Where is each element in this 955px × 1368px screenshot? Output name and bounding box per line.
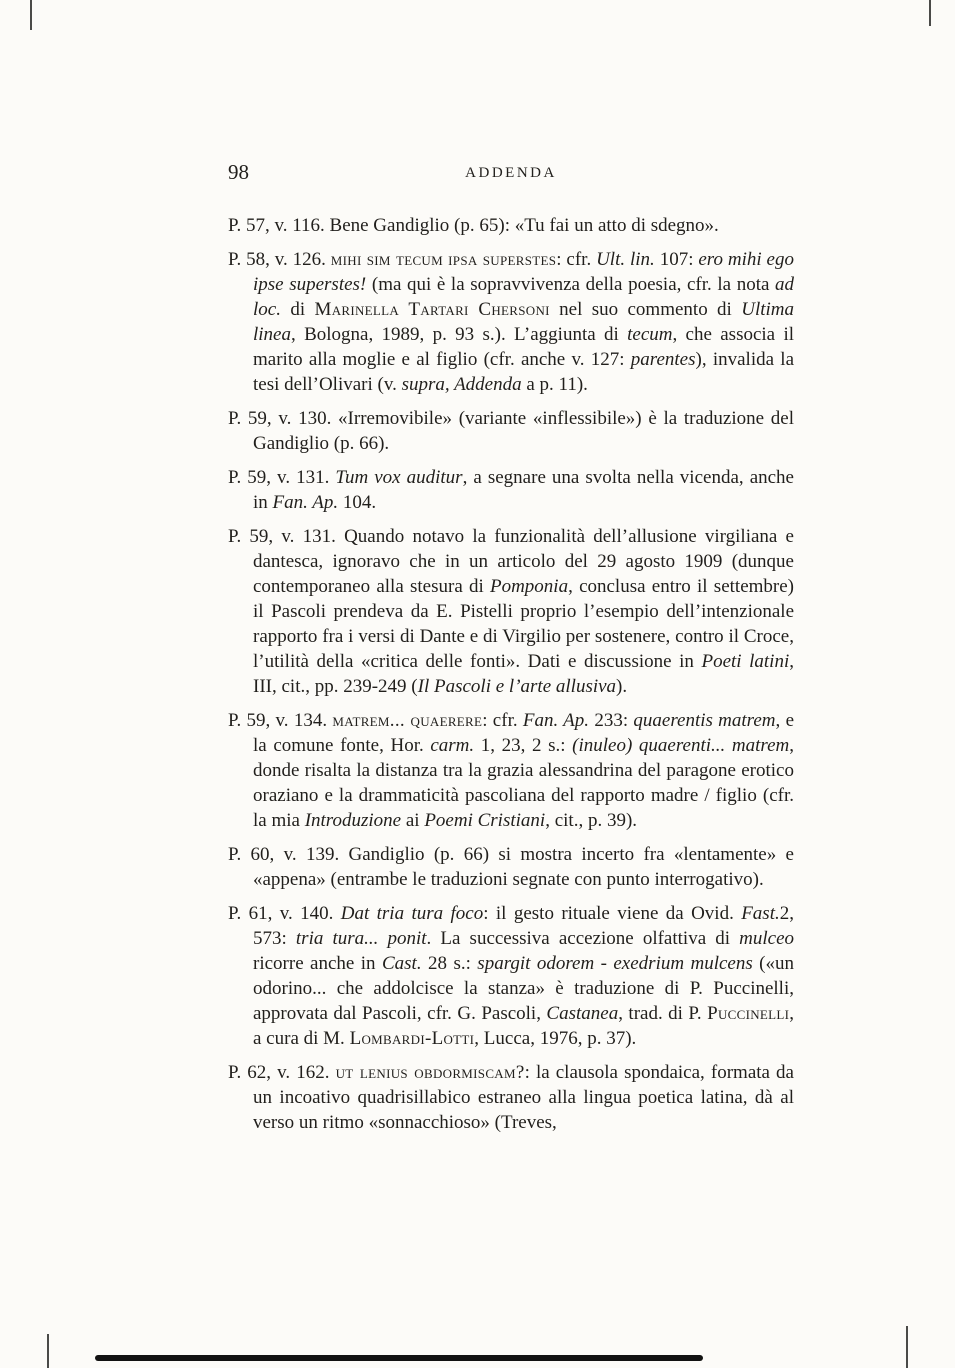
italic-text: Dat tria tura foco xyxy=(340,903,484,924)
italic-text: Poemi Cristiani xyxy=(424,810,546,831)
body-text: 233: xyxy=(589,710,634,731)
body-text: 28 s.: xyxy=(421,953,478,974)
body-text: , che associa il marito alla moglie e al figlio (cfr. anche v. 127: xyxy=(253,324,795,370)
body-text: , e la comune fonte, Hor. xyxy=(253,710,794,756)
italic-text: (inuleo) quaerenti... matrem xyxy=(572,735,790,756)
addenda-entry xyxy=(228,213,794,238)
body-text: («un odorino... che addolcisce la stanza» è traduzione di P. Puccinelli, approvata dal Pascoli, cfr. G. Pascoli, xyxy=(253,953,794,1024)
smallcaps-text: Lombardi-Lotti xyxy=(349,1028,475,1049)
body-text: , trad. di P. xyxy=(618,1003,708,1024)
body-text: , Bologna, 1989, p. 93 s.). L’aggiunta di xyxy=(291,324,628,345)
smallcaps-text: ut lenius obdormiscam? xyxy=(335,1062,525,1083)
body-text: P. 60, v. 139. Gandiglio (p. 66) si mostra incerto fra «lentamente» e «appena» (entrambe le traduzioni segnate con punto interrogativo). xyxy=(228,844,794,890)
body-text: 104. xyxy=(338,492,377,513)
smallcaps-text: Marinella Tartari Chersoni xyxy=(314,299,550,320)
body-text: nel suo commento di xyxy=(549,299,742,320)
addenda-entries-container xyxy=(228,213,794,1144)
body-text: P. 59, v. 130. «Irremovibile» (variante «inflessibile») è la traduzione del Gandiglio (p. 66). xyxy=(228,408,794,454)
addenda-entry xyxy=(228,406,794,456)
page-number: 98 xyxy=(228,160,249,184)
crop-mark-top-left xyxy=(30,0,32,30)
body-text: : cfr. xyxy=(556,249,597,270)
italic-text: Castanea xyxy=(546,1003,619,1024)
body-text: , cit., p. 39). xyxy=(545,810,638,831)
italic-text: supra, Addenda xyxy=(401,374,522,395)
addenda-entry xyxy=(228,842,794,892)
body-text: : cfr. xyxy=(482,710,523,731)
body-text: ), invalida la tesi dell’Olivari (v. xyxy=(253,349,794,395)
italic-text: Il Pascoli e l’arte allusiva xyxy=(417,676,617,697)
italic-text: parentes xyxy=(630,349,696,370)
body-text: P. 61, v. 140. xyxy=(228,903,341,924)
crop-mark-bottom-right xyxy=(906,1326,908,1368)
body-text: , a segnare una svolta nella vicenda, anche in xyxy=(253,467,794,513)
body-text: , conclusa entro il settembre) il Pascoli prendeva da E. Pistelli proprio l’esempio dell’intenzionale rapporto fra i versi di Dante e di Virgilio per sostenere, contro il Croce, l’utilità della «critica delle fonti». Dati e discussione in xyxy=(253,576,794,672)
addenda-entry xyxy=(228,708,794,833)
italic-text: tecum xyxy=(627,324,673,345)
body-text: P. 58, v. 126. xyxy=(228,249,331,270)
smallcaps-text: matrem... quaerere xyxy=(332,710,483,731)
addenda-entry xyxy=(228,1060,794,1135)
body-text: , donde risalta la distanza tra la grazia alessandrina del paragone erotico oraziano e la drammaticità pascoliana del rapporto madre / figlio (cfr. la mia xyxy=(253,735,794,831)
body-text: 1, 23, 2 s.: xyxy=(474,735,573,756)
smallcaps-text: mihi sim tecum ipsa superstes xyxy=(330,249,557,270)
body-text: 107: xyxy=(654,249,699,270)
addenda-entry xyxy=(228,901,794,1051)
body-text: . La successiva accezione olfattiva di xyxy=(426,928,740,949)
body-text: ). xyxy=(616,676,628,697)
italic-text: quaerentis matrem xyxy=(633,710,776,731)
body-text: P. 59, v. 131. Quando notavo la funzionalità dell’allusione virgiliana e dantesca, ignoravo che in un articolo del 29 agosto 1909 (dunque contemporaneo alla stesura di xyxy=(228,526,794,597)
addenda-entry xyxy=(228,524,794,699)
crop-mark-top-right xyxy=(929,0,931,26)
addenda-entry xyxy=(228,247,794,397)
body-text: : la clausola spondaica, formata da un incoativo quadrisillabico estraneo alla lingua poetica latina, dà al verso un ritmo «sonnacchioso» (Treves, xyxy=(253,1062,794,1133)
body-text: a p. 11). xyxy=(521,374,588,395)
body-text: di xyxy=(280,299,315,320)
body-text: P. 59, v. 134. xyxy=(228,710,333,731)
running-header: ADDENDA xyxy=(465,165,557,181)
italic-text: Ultima linea xyxy=(253,299,794,345)
italic-text: spargit odorem - exedrium mulcens xyxy=(477,953,753,974)
page-header-row xyxy=(228,160,794,186)
body-text: ricorre anche in xyxy=(253,953,382,974)
body-text: P. 57, v. 116. Bene Gandiglio (p. 65): «Tu fai un atto di sdegno». xyxy=(228,215,719,236)
italic-text: Fan. Ap. xyxy=(272,492,339,513)
italic-text: Introduzione xyxy=(304,810,402,831)
italic-text: carm. xyxy=(430,735,475,756)
body-text: (ma qui è la sopravvivenza della poesia, cfr. la nota xyxy=(366,274,776,295)
body-text: 2, 573: xyxy=(253,903,794,949)
italic-text: Poeti latini xyxy=(701,651,790,672)
italic-text: Fast. xyxy=(741,903,780,924)
scan-edge-artifact xyxy=(95,1355,703,1361)
body-text: , a cura di M. xyxy=(253,1003,794,1049)
body-text: : il gesto rituale viene da Ovid. xyxy=(483,903,742,924)
body-text: , III, cit., pp. 239-249 ( xyxy=(253,651,794,697)
body-text: P. 62, v. 162. xyxy=(228,1062,336,1083)
smallcaps-text: Puccinelli xyxy=(707,1003,790,1024)
italic-text: Ult. lin. xyxy=(596,249,655,270)
body-text: ai xyxy=(401,810,425,831)
italic-text: Tum vox auditur xyxy=(335,467,463,488)
italic-text: mulceo xyxy=(739,928,795,949)
italic-text: ero mihi ego ipse superstes! xyxy=(253,249,794,295)
addenda-entry xyxy=(228,465,794,515)
italic-text: Pomponia xyxy=(489,576,569,597)
italic-text: Fan. Ap. xyxy=(522,710,590,731)
italic-text: Cast. xyxy=(381,953,422,974)
body-text: P. 59, v. 131. xyxy=(228,467,336,488)
crop-mark-bottom-left xyxy=(47,1334,49,1368)
italic-text: ad loc. xyxy=(253,274,795,320)
italic-text: tria tura... ponit xyxy=(295,928,427,949)
body-text: , Lucca, 1976, p. 37). xyxy=(474,1028,637,1049)
